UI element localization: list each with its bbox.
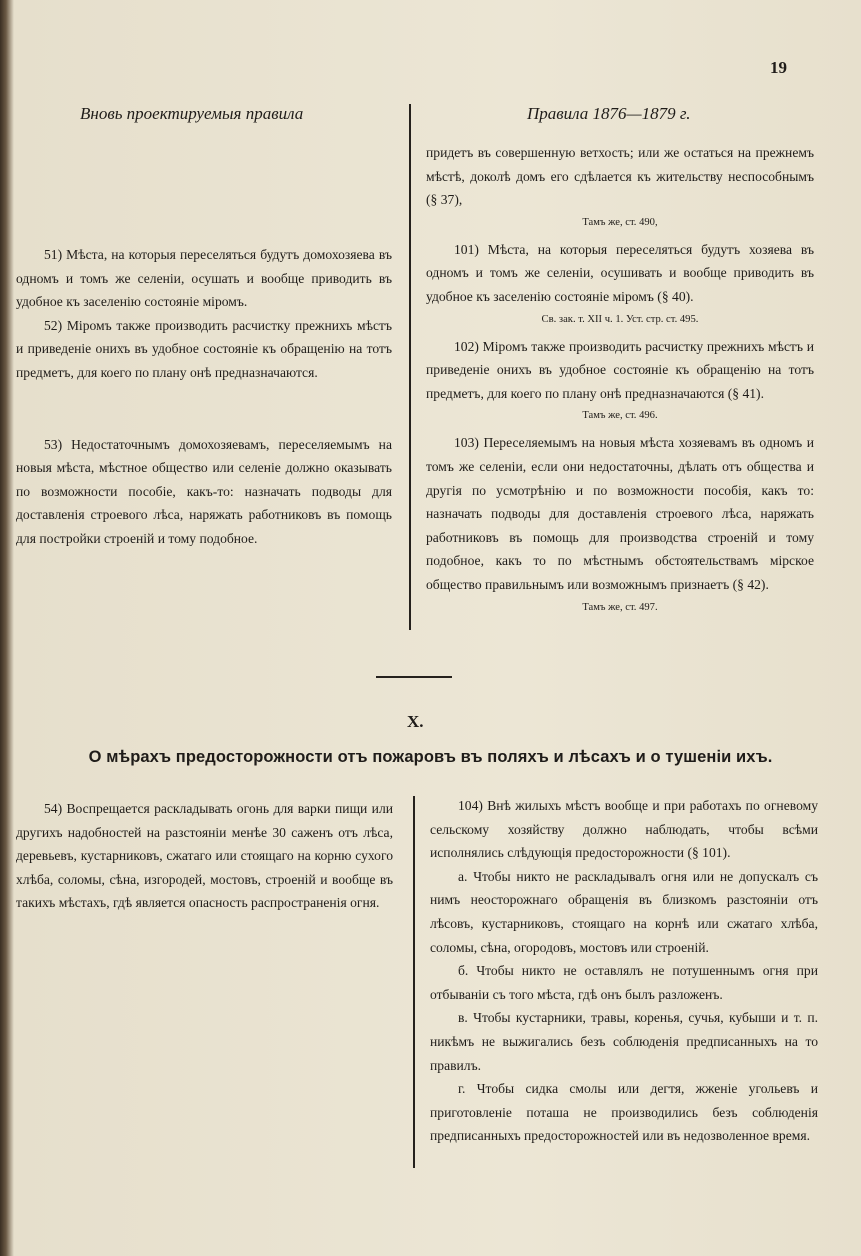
bottom-right-column [430, 794, 818, 1148]
article-53: 53) Недостаточнымъ домохозяевамъ, переселяемымъ на новыя мѣста, мѣстное общество или селеніе должно оказывать по возможности пособіе, какъ-то: назначать подводы для доставленія строевого лѣса, наряжать работниковъ въ помощь для постройки строеній и тому подобное. [16, 436, 392, 546]
bottom-left-column [16, 797, 393, 915]
article-102: 102) Міромъ также производить расчистку прежнихъ мѣстъ и приведеніе онихъ въ удобное состояніе къ обращенію на тотъ предметъ, для коего по плану онѣ предназначаются (§ 41). [426, 338, 814, 401]
reference-495: Св. зак. т. XII ч. 1. Уст. стр. ст. 495. [541, 313, 699, 325]
article-104-v: в. Чтобы кустарники, травы, коренья, сучья, кубыши и т. п. никѣмъ не выжигались безъ соблюденія предписанныхъ на то правилъ. [430, 1010, 818, 1073]
article-104-g: г. Чтобы сидка смолы или дегтя, жженіе угольевъ и приготовленіе поташа не производились безъ соблюденія предписанныхъ предосторожностей или въ недозволенное время. [430, 1081, 818, 1144]
left-column-header: Вновь проектируемыя правила [80, 104, 304, 123]
article-51: 51) Мѣста, на которыя переселяться будутъ домохозяева въ одномъ и томъ же селеніи, осушать и вообще приводить въ удобное къ заселенію состояніе міромъ. [16, 247, 392, 310]
article-103: 103) Переселяемымъ на новыя мѣста хозяевамъ въ одномъ и томъ же селеніи, если они недостаточны, дѣлать отъ общества и другія по усмотрѣнію и по возможности пособія, какъ то: назначать подводы для доставленія строевого лѣса, наряжать работниковъ въ помощь для производства строеній и тому подобное, какъ то по мѣстнымъ обстоятельствамъ мірское общество правильнымъ или возможнымъ признаетъ (§ 42). [426, 435, 814, 592]
section-number: X. [407, 712, 424, 731]
top-left-column [16, 243, 392, 551]
article-104-b: б. Чтобы никто не оставлялъ не потушеннымъ огня при отбываніи съ того мѣста, гдѣ онъ былъ разложенъ. [430, 963, 818, 1002]
reference-490: Тамъ же, ст. 490, [582, 216, 658, 228]
continuation-text: придетъ въ совершенную ветхость; или же остаться на прежнемъ мѣстѣ, доколѣ домъ его сдѣлается къ жительству неспособнымъ (§ 37), [426, 145, 814, 208]
bottom-column-divider [413, 796, 415, 1168]
reference-497: Тамъ же, ст. 497. [582, 601, 658, 613]
article-104: 104) Внѣ жилыхъ мѣстъ вообще и при работахъ по огневому сельскому хозяйству должно наблюдать, чтобы всѣми исполнялись слѣдующія предосторожности (§ 101). [430, 798, 818, 861]
page-number: 19 [770, 58, 787, 77]
reference-496: Тамъ же, ст. 496. [582, 410, 658, 422]
section-title: О мѣрахъ предосторожности отъ пожаровъ въ поляхъ и лѣсахъ и о тушеніи ихъ. [88, 748, 773, 766]
article-54: 54) Воспрещается раскладывать огонь для варки пищи или другихъ надобностей на разстояніи менѣе 30 саженъ отъ лѣса, деревьевъ, кустарниковъ, сжатаго или стоящаго на корню сухого хлѣба, соломы, сѣна, изгородей, мостовъ, строеній и вообще въ такихъ мѣстахъ, гдѣ является опасность распространенія огня. [16, 801, 393, 911]
top-column-divider [409, 104, 411, 630]
top-right-column [426, 141, 814, 623]
article-101: 101) Мѣста, на которыя переселяться будутъ хозяева въ одномъ и томъ же селеніи, осушивать и вообще приводить въ удобное къ заселенію состояніе міромъ (§ 40). [426, 241, 814, 304]
article-104-a: а. Чтобы никто не раскладывалъ огня или не допускалъ съ нимъ неосторожнаго обращенія въ близкомъ разстояніи отъ лѣсовъ, кустарниковъ, стоящаго на корнѣ или сжатаго хлѣба, соломы, сѣна, огородовъ, мостовъ или строеній. [430, 868, 818, 955]
right-column-header: Правила 1876—1879 г. [527, 104, 691, 123]
article-52: 52) Міромъ также производить расчистку прежнихъ мѣстъ и приведеніе онихъ въ удобное состояніе къ обращенію на тотъ предметъ, для коего по плану онѣ предназначаются. [16, 317, 392, 380]
section-rule [376, 676, 452, 678]
